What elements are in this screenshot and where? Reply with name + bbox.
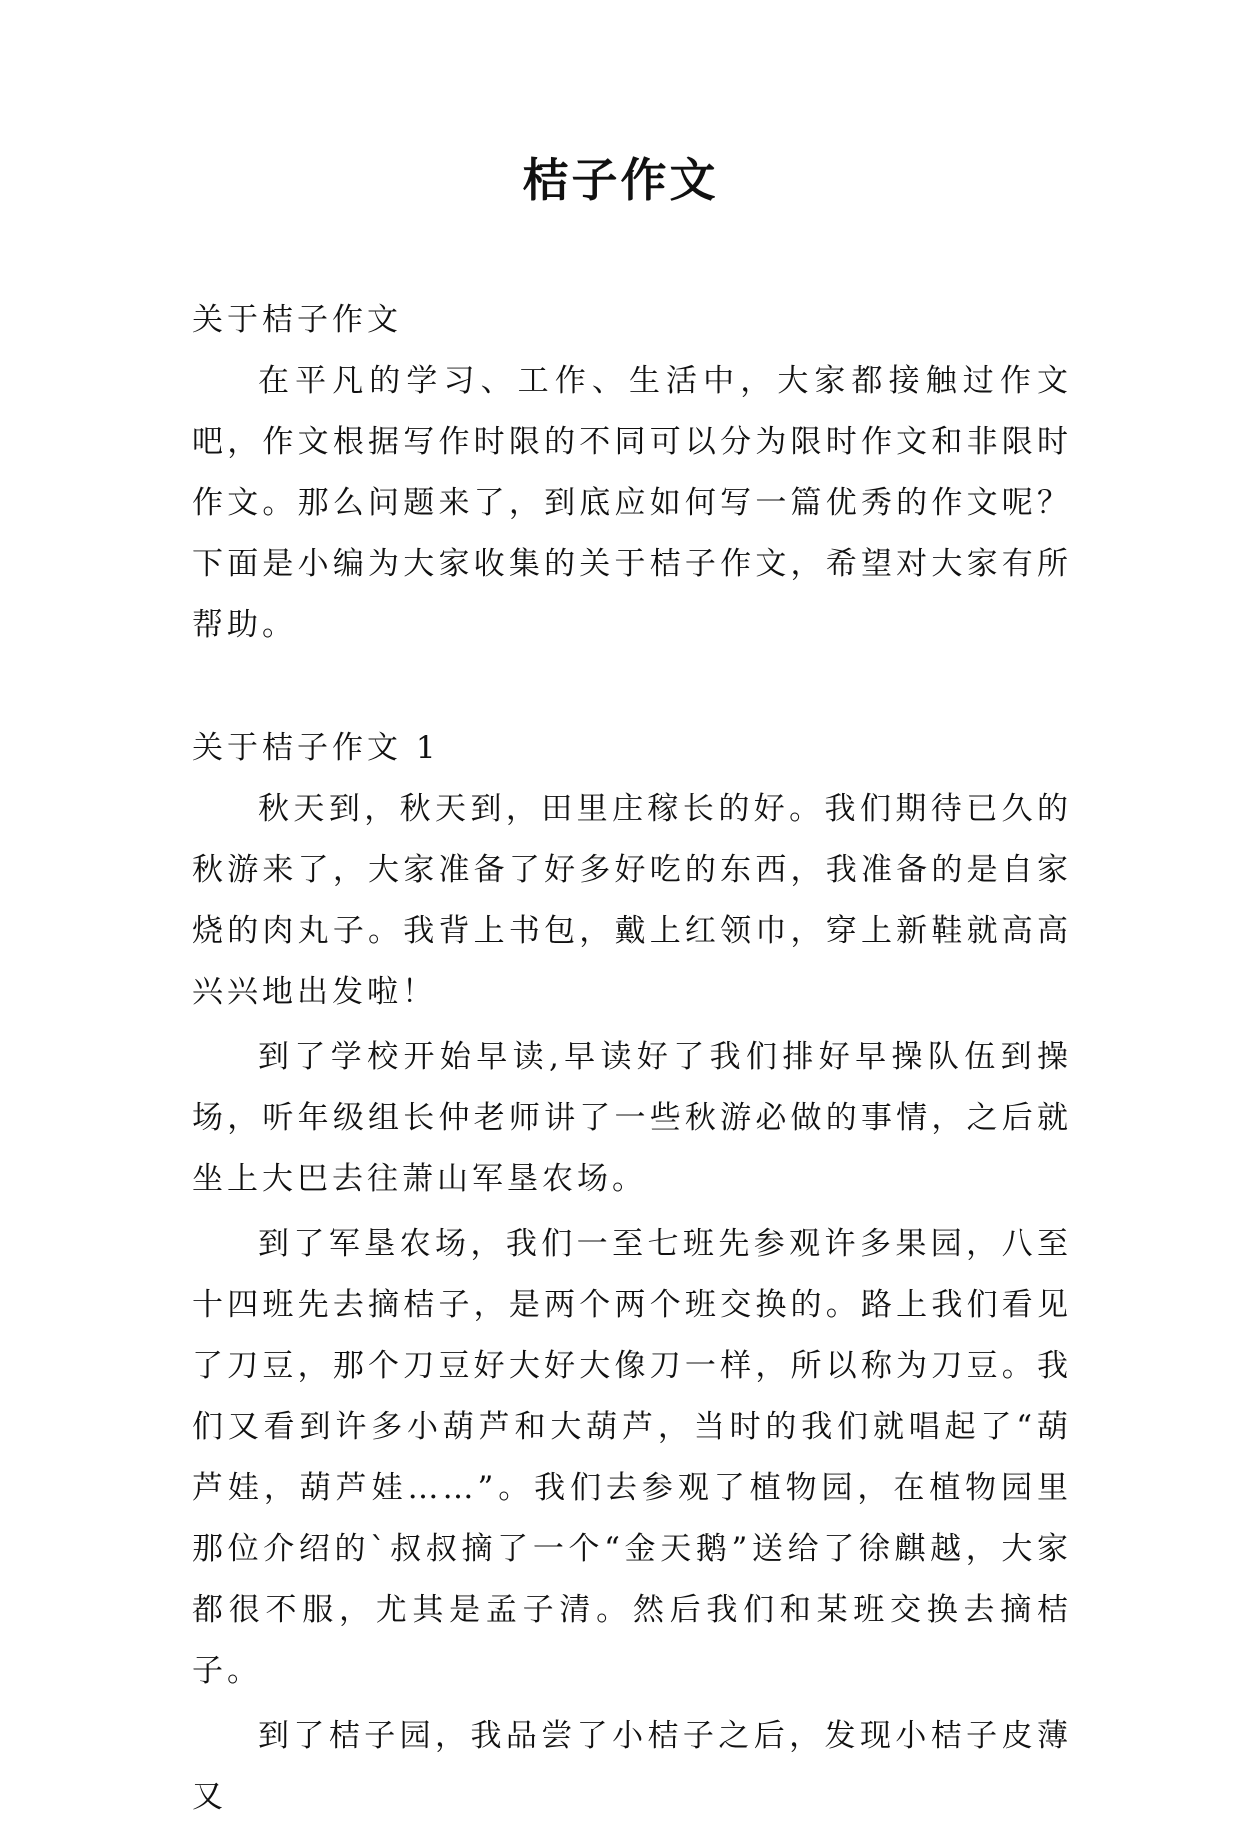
essay-1-heading: 关于桔子作文 1: [192, 730, 440, 766]
essay-1-paragraph: 到了军垦农场，我们一至七班先参观许多果园，八至十四班先去摘桔子，是两个两个班交换的。路上我们看见了刀豆，那个刀豆好大好大像刀一样，所以称为刀豆。我们又看到许多小葫芦和大葫芦，当时的我们就唱起了“葫芦娃，葫芦娃……”。我们去参观了植物园，在植物园里那位介绍的`叔叔摘了一个“金天鹅”送给了徐麒越，大家都很不服，尤其是孟子清。然后我们和某班交换去摘桔子。: [192, 1226, 1072, 1689]
document-body: [192, 290, 1072, 1828]
intro-heading: 关于桔子作文: [192, 302, 402, 338]
intro-paragraph: 在平凡的学习、工作、生活中，大家都接触过作文吧，作文根据写作时限的不同可以分为限时作文和非限时作文。那么问题来了，到底应如何写一篇优秀的作文呢？下面是小编为大家收集的关于桔子作文，希望对大家有所帮助。: [192, 363, 1072, 643]
document-title: 桔子作文: [522, 153, 719, 207]
essay-1-paragraph: 秋天到，秋天到，田里庄稼长的好。我们期待已久的秋游来了，大家准备了好多好吃的东西，我准备的是自家烧的肉丸子。我背上书包，戴上红领巾，穿上新鞋就高高兴兴地出发啦！: [192, 791, 1072, 1010]
essay-1-paragraph: 到了桔子园，我品尝了小桔子之后，发现小桔子皮薄又: [192, 1718, 1072, 1815]
essay-1-paragraph: 到了学校开始早读,早读好了我们排好早操队伍到操场，听年级组长仲老师讲了一些秋游必做的事情，之后就坐上大巴去往萧山军垦农场。: [192, 1039, 1072, 1197]
